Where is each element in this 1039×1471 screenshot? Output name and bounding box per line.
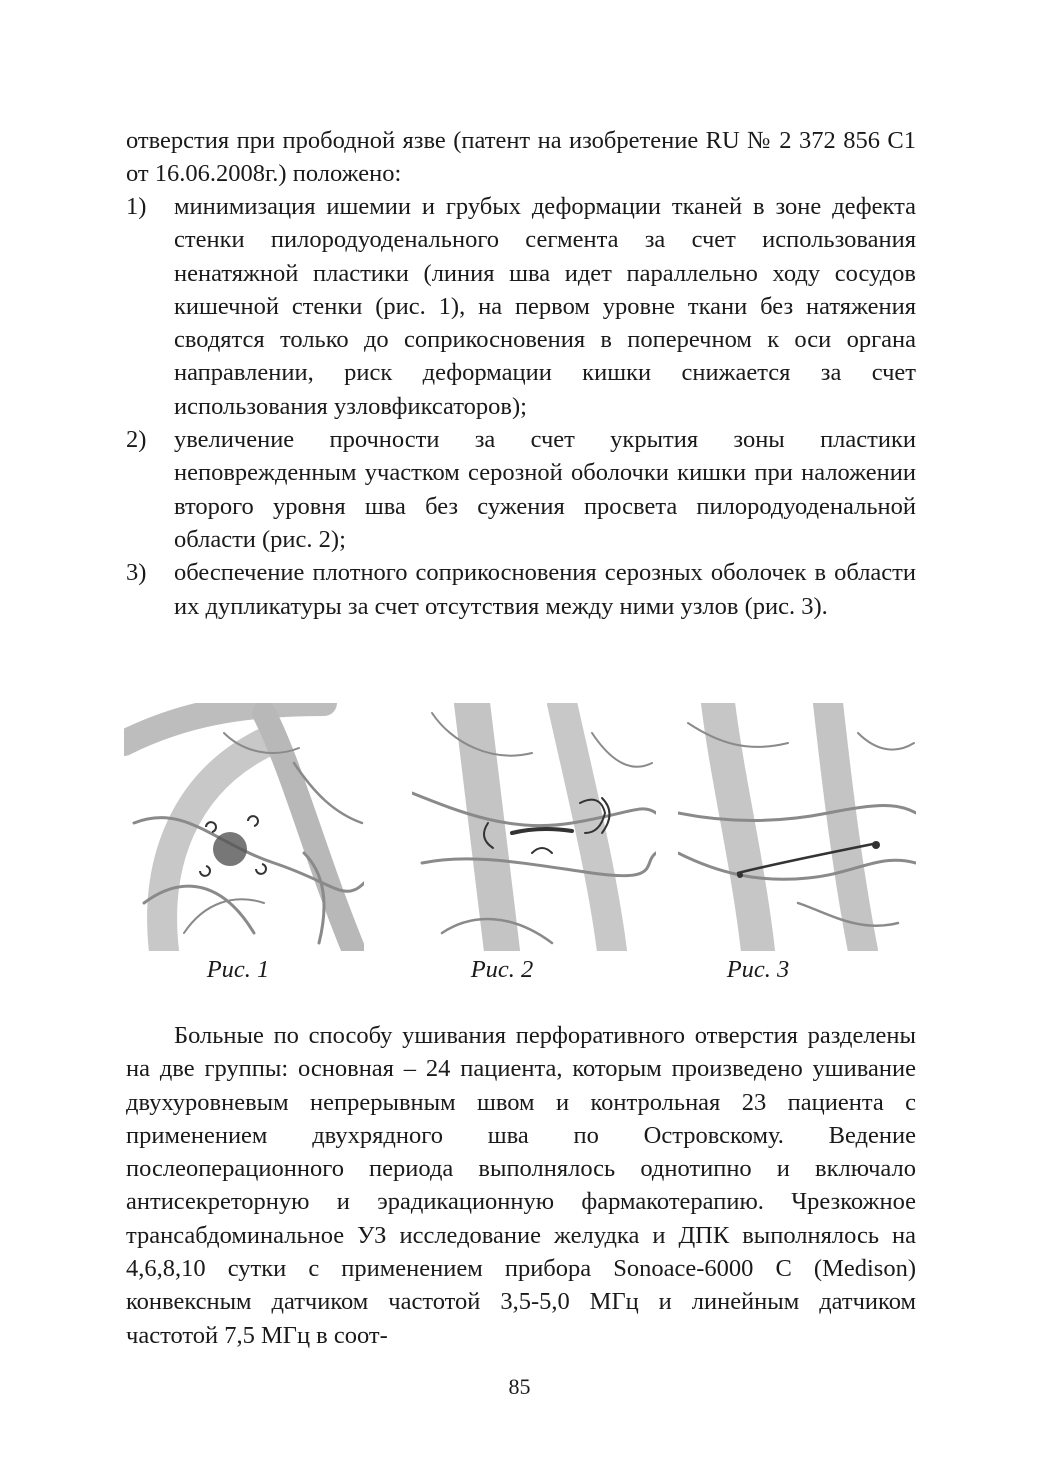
figure-3-caption: Рис. 3 bbox=[726, 956, 790, 983]
figure-2 bbox=[412, 703, 656, 951]
figure-1-caption: Рис. 1 bbox=[206, 956, 270, 983]
list-item bbox=[126, 190, 916, 423]
list-item-text: увеличение прочности за счет укрытия зоны пластики неповрежденным участком серозной оболочки кишки при наложении второго уровня шва без сужения просвета пилородуоденальной области (рис. 2); bbox=[174, 426, 916, 553]
list-item bbox=[126, 423, 916, 556]
figure-1-illustration bbox=[124, 703, 364, 951]
list-item-number: 1) bbox=[126, 193, 147, 220]
figures-row bbox=[124, 703, 916, 993]
figure-2-illustration bbox=[412, 703, 656, 951]
numbered-list bbox=[126, 190, 916, 623]
figure-2-caption: Рис. 2 bbox=[470, 956, 534, 983]
intro-text: отверстия при прободной язве (патент на изобретение RU № 2 372 856 C1 от 16.06.2008г.) положено: bbox=[126, 127, 916, 188]
list-item-number: 2) bbox=[126, 426, 147, 454]
list-item bbox=[126, 556, 916, 623]
list-item-text: минимизация ишемии и грубых деформации тканей в зоне дефекта стенки пилородуоденального сегмента за счет использования ненатяжной пластики (линия шва идет параллельно ходу сосудов кишечной стенки (рис. 1), на первом уровне ткани без натяжения сводятся только до соприкосновения в поперечном к оси органа направлении, риск деформации кишки снижается за счет использования узловфиксаторов); bbox=[174, 193, 916, 420]
body-paragraph: Больные по способу ушивания перфоративного отверстия разделены на две группы: основная – 24 пациента, которым произведено ушивание двухуровневым непрерывным швом и контрольная 23 пациента с применением двухрядного шва по Островскому. Ведение послеоперационного периода выполнялось однотипно и включало антисекреторную и эрадикационную фармакотерапию. Чрезкожное трансабдоминальное УЗ исследование желудка и ДПК выполнялось на 4,6,8,10 сутки с применением прибора Sonoace-6000 C (Medison) конвексным датчиком частотой 3,5-5,0 МГц и линейным датчиком частотой 7,5 МГц в соот- bbox=[126, 1022, 916, 1349]
list-item-text: обеспечение плотного соприкосновения серозных оболочек в области их дупликатуры за счет отсутствия между ними узлов (рис. 3). bbox=[174, 559, 916, 620]
page-number: 85 bbox=[508, 1374, 531, 1399]
figure-3 bbox=[678, 703, 916, 951]
list-item-number: 3) bbox=[126, 559, 147, 587]
figure-3-illustration bbox=[678, 703, 916, 951]
figure-1 bbox=[124, 703, 364, 951]
